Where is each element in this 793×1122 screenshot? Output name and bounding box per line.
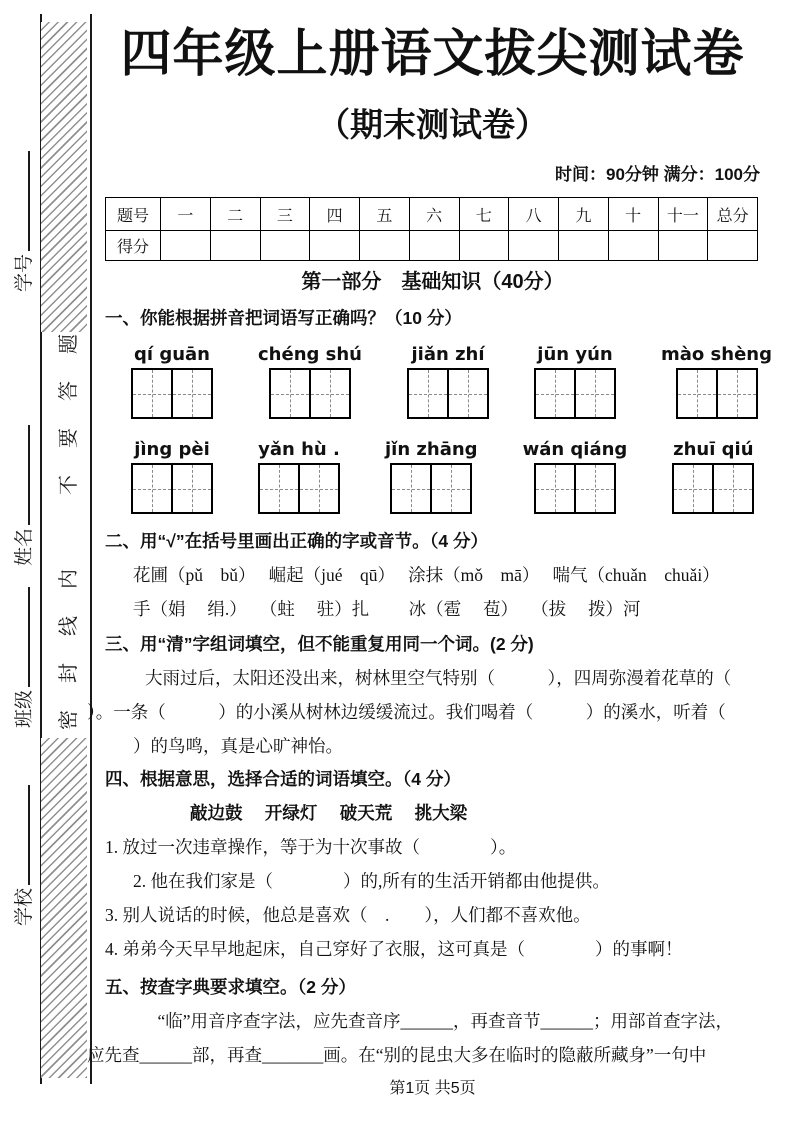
hatch-pattern-top (41, 22, 87, 332)
score-table-score-row (106, 231, 758, 261)
score-cell-empty (360, 231, 410, 261)
pinyin-word (258, 343, 362, 419)
score-header-cell: 十 (608, 198, 658, 231)
tianzige-box (133, 370, 171, 417)
tianzige-box (133, 465, 171, 512)
score-header-cell: 七 (459, 198, 509, 231)
pinyin-label: mào shèng (661, 344, 772, 365)
blank-line (24, 785, 30, 885)
hatch-pattern-bottom (41, 738, 87, 1078)
question-5-heading: 五、按查字典要求填空。（2 分） (105, 977, 356, 997)
main-content (87, 0, 772, 1097)
score-cell-empty (260, 231, 310, 261)
score-cell-empty (608, 231, 658, 261)
pinyin-label: jǐn zhāng (385, 439, 478, 460)
pinyin-label: yǎn hù . (258, 439, 340, 460)
tianzige-box (171, 465, 211, 512)
writing-grid (534, 463, 616, 514)
tianzige-box (574, 465, 614, 512)
score-header-cell: 八 (509, 198, 559, 231)
pinyin-row-1 (131, 343, 772, 419)
writing-grid (672, 463, 754, 514)
question-4-word-bank: 敲边鼓 开绿灯 破天荒 挑大梁 (190, 803, 468, 823)
score-cell-empty (509, 231, 559, 261)
pinyin-word (407, 343, 489, 419)
writing-grid (131, 463, 213, 514)
tianzige-box (298, 465, 338, 512)
seal-field-student-id (9, 151, 36, 292)
question-2-line-1: 花圃（pǔ bǔ） 崛起（jué qū） 涂抹（mǒ mā） 喘气（chuǎn chuǎi） (133, 565, 720, 585)
pinyin-word (385, 438, 478, 514)
score-header-cell: 五 (360, 198, 410, 231)
score-cell-empty (210, 231, 260, 261)
question-2-line-2: 手（娟 绢.） （蛀 驻）扎 冰（雹 苞） （拔 拨）河 (133, 599, 641, 619)
score-header-cell: 一 (161, 198, 211, 231)
question-5-line-1: “临”用音序查字法，应先查音序______，再查音节______；用部首查字法， (157, 1011, 734, 1031)
writing-grid (390, 463, 472, 514)
score-cell-empty (708, 231, 758, 261)
question-4-item-1: 1. 放过一次违章操作，等于为十次事故（ ）。 (105, 837, 517, 857)
tianzige-box (271, 370, 309, 417)
score-header-cell: 十一 (658, 198, 708, 231)
page-title: 四年级上册语文拔尖测试卷 (120, 25, 745, 82)
question-3-heading: 三、用“清”字组词填空，但不能重复用同一个词。(2 分) (105, 634, 534, 654)
score-table (105, 197, 758, 261)
tianzige-box (430, 465, 470, 512)
score-header-cell: 二 (210, 198, 260, 231)
pinyin-label: chéng shú (258, 344, 363, 365)
tianzige-box (409, 370, 447, 417)
score-cell-empty (161, 231, 211, 261)
score-header-cell: 题号 (106, 198, 161, 231)
section-heading: 第一部分 基础知识（40分） (301, 271, 564, 293)
pinyin-label: jìng pèi (134, 439, 210, 460)
tianzige-box (171, 370, 211, 417)
score-cell-empty (658, 231, 708, 261)
score-header-cell: 九 (559, 198, 609, 231)
blank-line (24, 425, 30, 525)
score-cell-empty (459, 231, 509, 261)
score-cell-empty (409, 231, 459, 261)
seal-label-class: 班级 (14, 689, 35, 728)
question-4-item-2: 2. 他在我们家是（ ）的,所有的生活开销都由他提供。 (133, 871, 610, 891)
score-header-cell: 总分 (708, 198, 758, 231)
question-1-heading: 一、你能根据拼音把词语写正确吗？（10 分） (105, 308, 462, 328)
pinyin-word (131, 343, 213, 419)
score-table-header-row (106, 198, 758, 231)
pinyin-word (131, 438, 213, 514)
exam-meta: 时间：90分钟 满分：100分 (555, 165, 760, 184)
score-cell-empty (559, 231, 609, 261)
blank-line (24, 587, 30, 687)
question-4-item-4: 4. 弟弟今天早早地起床，自己穿好了衣服，这可真是（ ）的事啊！ (105, 939, 683, 959)
page-footer: 第1页 共5页 (389, 1080, 476, 1097)
pinyin-label: jiǎn zhí (411, 344, 485, 365)
question-4-heading: 四、根据意思，选择合适的词语填空。（4 分） (105, 769, 461, 789)
score-header-cell: 四 (310, 198, 360, 231)
question-3-line-1: 大雨过后，太阳还没出来，树林里空气特别（ ），四周弥漫着花草的（ (145, 668, 732, 688)
seal-field-class (9, 587, 36, 728)
pinyin-word (534, 343, 616, 419)
score-header-cell: 六 (409, 198, 459, 231)
question-4-item-3: 3. 别人说话的时候，他总是喜欢（ . ），人们都不喜欢他。 (105, 905, 591, 925)
question-3-line-3: ）的鸟鸣，真是心旷神怡。 (133, 736, 343, 756)
pinyin-label: qí guān (134, 344, 210, 365)
seal-label-school: 学校 (14, 887, 35, 926)
tianzige-box (678, 370, 716, 417)
tianzige-box (716, 370, 756, 417)
tianzige-box (392, 465, 430, 512)
seal-label-name: 姓名 (14, 527, 35, 566)
pinyin-row-2 (131, 438, 760, 514)
score-cell-empty (310, 231, 360, 261)
writing-grid (407, 368, 489, 419)
pinyin-word (258, 438, 340, 514)
seal-label-student-id: 学号 (14, 253, 35, 292)
seal-field-name (9, 425, 36, 566)
tianzige-box (712, 465, 752, 512)
writing-grid (269, 368, 351, 419)
writing-grid (676, 368, 758, 419)
question-3-line-2: ）。一条（ ）的小溪从树林边缓缓流过。我们喝着（ ）的溪水，听着（ (87, 702, 726, 722)
blank-line (24, 151, 30, 251)
question-2-heading: 二、用“√”在括号里画出正确的字或音节。（4 分） (105, 531, 488, 551)
pinyin-word (661, 343, 772, 419)
writing-grid (131, 368, 213, 419)
writing-grid (258, 463, 340, 514)
pinyin-label: jūn yún (537, 344, 613, 365)
pinyin-word (523, 438, 628, 514)
tianzige-box (309, 370, 349, 417)
tianzige-box (447, 370, 487, 417)
score-header-cell: 三 (260, 198, 310, 231)
pinyin-word (672, 438, 754, 514)
pinyin-label: wán qiáng (522, 439, 628, 460)
score-row-label: 得分 (106, 231, 161, 261)
pinyin-label: zhuī qiú (673, 439, 754, 460)
tianzige-box (574, 370, 614, 417)
question-5-line-2: 应先查______部，再查_______画。在“别的昆虫大多在临时的隐蔽所藏身”一句中 (87, 1045, 707, 1065)
tianzige-box (536, 370, 574, 417)
tianzige-box (674, 465, 712, 512)
page-subtitle: （期末测试卷） (317, 106, 548, 143)
seal-field-school (9, 785, 36, 926)
tianzige-box (260, 465, 298, 512)
writing-grid (534, 368, 616, 419)
tianzige-box (536, 465, 574, 512)
seal-strip-text: 密封线内 不要答题 (58, 307, 80, 730)
